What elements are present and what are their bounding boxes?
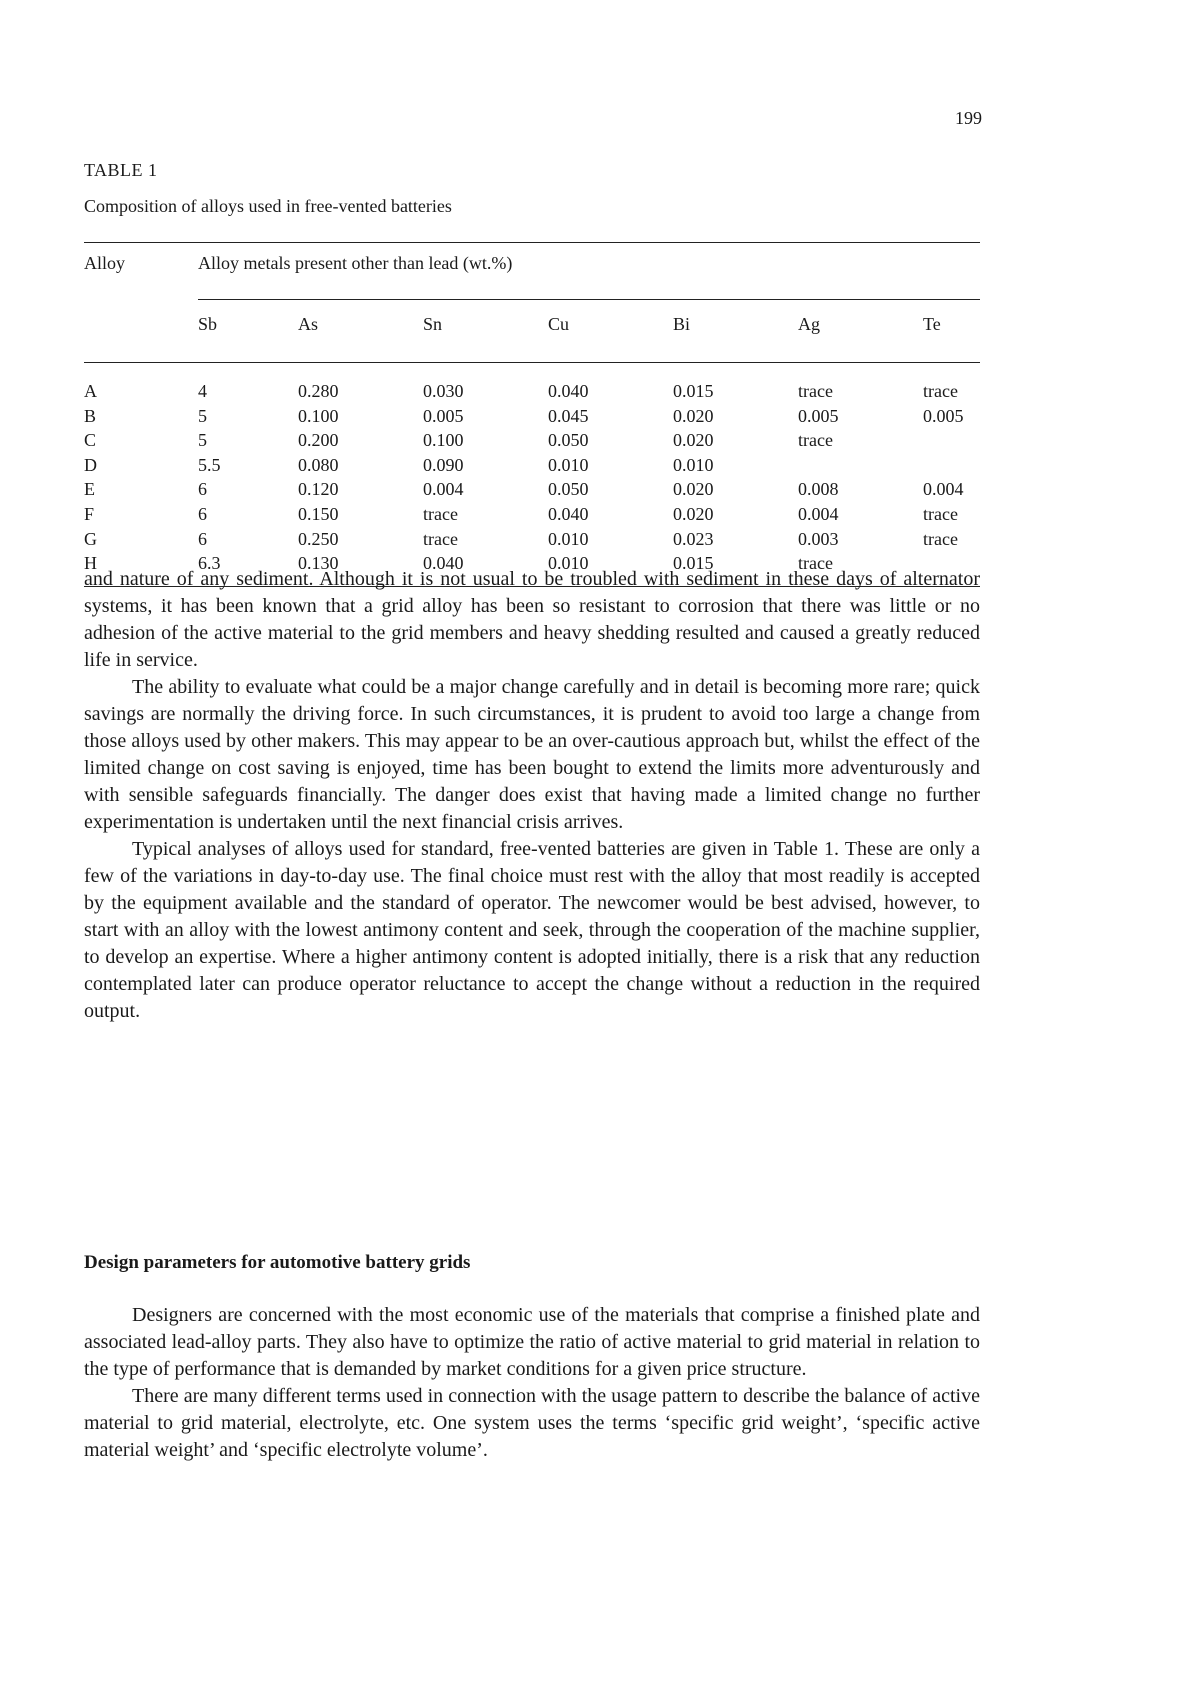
paragraph: Typical analyses of alloys used for standard, free-vented batteries are given in Table 1. These are only a few of the variations in day-to-day use. The final choice must rest with the alloy that most readily is accepted by the equipment available and the standard of operator. The newcomer would be best advised, however, to start with an alloy with the lowest antimony content and seek, through the cooperation of the machine supplier, to develop an expertise. Where a higher antimony content is adopted initially, there is a risk that any reduction contemplated later can produce operator reluctance to accept the change without a reduction in the required output.	[84, 838, 980, 1022]
alloy-composition-table	[84, 242, 980, 587]
alloy-name-cell: A	[84, 381, 97, 401]
table-row	[84, 502, 980, 527]
column-header: As	[298, 314, 319, 334]
table-cell: trace	[923, 528, 958, 549]
table-cell: 5	[198, 430, 207, 451]
alloy-name-cell: D	[84, 454, 97, 475]
table-cell	[923, 428, 980, 453]
table-cell: 6	[198, 503, 207, 524]
table-cell: 0.050	[548, 479, 589, 500]
page-number: 199	[955, 108, 982, 128]
table-row	[84, 477, 980, 502]
table-cell: 0.015	[673, 553, 714, 574]
table-cell: 0.040	[548, 503, 589, 524]
table-cell: 0.090	[423, 454, 464, 475]
table-cell: 0.010	[548, 553, 589, 574]
table-cell	[923, 453, 980, 478]
table-cell: trace	[798, 381, 833, 401]
table-cell: 5.5	[198, 454, 221, 475]
table-cell: 0.080	[298, 454, 339, 475]
paragraph: There are many different terms used in connection with the usage pattern to describe the balance of active material to grid material, electrolyte, etc. One system uses the terms ‘specific grid weight’, ‘specific active material weight’ and ‘specific electrolyte volume’.	[84, 1385, 980, 1461]
table-cell: trace	[923, 381, 958, 401]
table-cell	[798, 453, 923, 478]
table-cell: 6	[198, 479, 207, 500]
table-cell: 0.004	[423, 479, 464, 500]
table-cell: 0.010	[548, 454, 589, 475]
column-header: Ag	[798, 314, 820, 334]
table-cell: trace	[423, 503, 458, 524]
table-row	[84, 363, 980, 404]
table-cell: 0.150	[298, 503, 339, 524]
table-cell: 0.020	[673, 479, 714, 500]
alloy-name-cell: C	[84, 430, 97, 451]
table-cell: 6	[198, 528, 207, 549]
table-cell: 0.120	[298, 479, 339, 500]
section-heading: Design parameters for automotive battery grids	[84, 1252, 471, 1273]
table-cell: 0.008	[798, 479, 839, 500]
table-cell: 0.020	[673, 503, 714, 524]
table-cell: trace	[423, 528, 458, 549]
header-alloy: Alloy	[84, 253, 126, 273]
table-cell: 0.100	[298, 405, 339, 426]
table-cell: 4	[198, 381, 207, 401]
table-cell: 0.010	[673, 454, 714, 475]
table-cell: 0.130	[298, 553, 339, 574]
column-header: Cu	[548, 314, 570, 334]
alloy-name-cell: F	[84, 503, 95, 524]
table-cell: trace	[923, 503, 958, 524]
table-cell: 0.050	[548, 430, 589, 451]
column-header: Te	[923, 314, 941, 334]
paragraph: The ability to evaluate what could be a major change carefully and in detail is becoming more rare; quick savings are normally the driving force. In such circumstances, it is prudent to avoid too large a change from those alloys used by other makers. This may appear to be an over-cautious approach but, whilst the effect of the limited change on cost saving is enjoyed, time has been bought to extend the limits more adventurously and with sensible safeguards financially. The danger does exist that having made a limited change no further experimentation is undertaken until the next financial crisis arrives.	[84, 676, 980, 833]
header-group: Alloy metals present other than lead (wt.%)	[198, 243, 980, 300]
table-cell: 0.015	[673, 381, 714, 401]
column-header: Bi	[673, 314, 691, 334]
paragraph: Designers are concerned with the most economic use of the materials that comprise a finished plate and associated lead-alloy parts. They also have to optimize the ratio of active material to grid material in relation to the type of performance that is demanded by market conditions for a given price structure.	[84, 1304, 980, 1380]
table-cell: 0.010	[548, 528, 589, 549]
table-cell: 0.200	[298, 430, 339, 451]
table-caption: Composition of alloys used in free-vented batteries	[84, 196, 452, 216]
table-cell: 6.3	[198, 553, 221, 574]
table-cell: 0.003	[798, 528, 839, 549]
table-row	[84, 453, 980, 478]
table-cell: 0.020	[673, 430, 714, 451]
alloy-name-cell: G	[84, 528, 97, 549]
table-cell: 5	[198, 405, 207, 426]
table-cell: 0.004	[923, 479, 964, 500]
table-cell: 0.005	[798, 405, 839, 426]
table-cell: 0.040	[548, 381, 589, 401]
table-cell: trace	[798, 553, 833, 574]
table-cell: 0.004	[798, 503, 839, 524]
header-blank	[84, 300, 198, 363]
table-cell: 0.005	[923, 405, 964, 426]
body-text-2	[84, 1302, 980, 1464]
column-header: Sn	[423, 314, 443, 334]
table-cell: 0.250	[298, 528, 339, 549]
table-body	[84, 363, 980, 587]
paragraph: and nature of any sediment. Although it is not usual to be troubled with sediment in these days of alternator systems, it has been known that a grid alloy has been so resistant to corrosion that there was little or no adhesion of the active material to the grid members and heavy shedding resulted and caused a greatly reduced life in service.	[84, 568, 980, 671]
table-cell: trace	[798, 430, 833, 451]
table-row	[84, 527, 980, 552]
column-header: Sb	[198, 314, 218, 334]
table-row	[84, 428, 980, 453]
table-cell: 0.020	[673, 405, 714, 426]
table-row	[84, 404, 980, 429]
table-cell: 0.045	[548, 405, 589, 426]
alloy-name-cell: H	[84, 553, 97, 574]
body-text-1	[84, 566, 980, 1025]
table-cell: 0.040	[423, 553, 464, 574]
alloy-table-container	[84, 242, 980, 587]
table-cell: 0.100	[423, 430, 464, 451]
table-cell: 0.280	[298, 381, 339, 401]
table-cell: 0.030	[423, 381, 464, 401]
alloy-name-cell: E	[84, 479, 95, 500]
table-cell: 0.005	[423, 405, 464, 426]
table-cell: 0.023	[673, 528, 714, 549]
alloy-name-cell: B	[84, 405, 97, 426]
table-label: TABLE 1	[84, 160, 158, 180]
